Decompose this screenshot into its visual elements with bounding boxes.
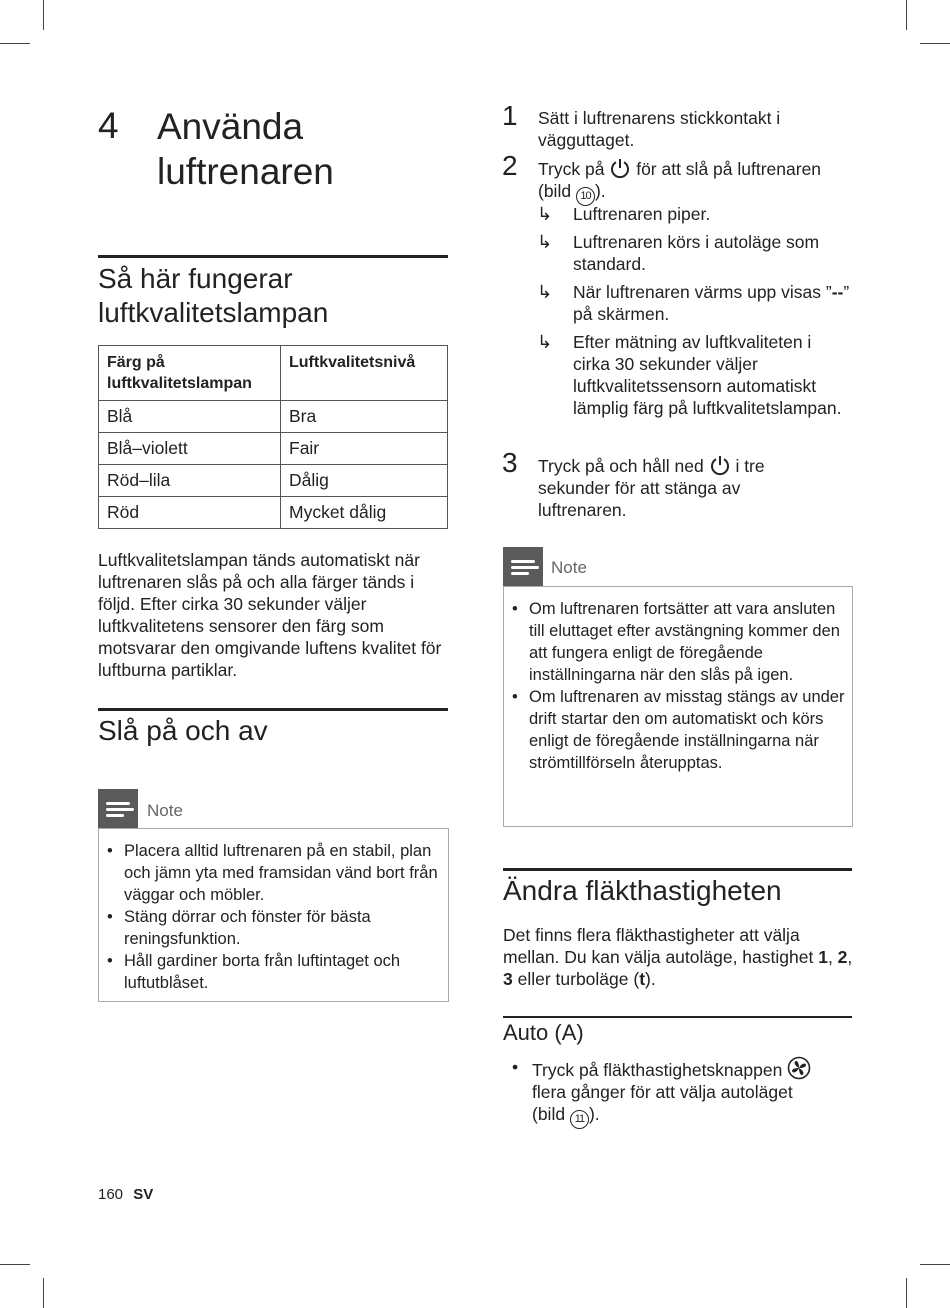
speed-1: 1 xyxy=(818,947,828,967)
list-item-text: Tryck på fläkthastighetsknappen xyxy=(532,1060,783,1080)
crop-mark xyxy=(920,43,950,44)
section-title-line2: luftkvalitetslampan xyxy=(98,297,329,328)
result-text: ” på skärmen. xyxy=(573,282,850,324)
section-title-fan-speed: Ändra fläkthastigheten xyxy=(503,875,782,906)
table-cell: Mycket dålig xyxy=(281,497,448,529)
result-arrow-icon: ↳ xyxy=(537,282,553,302)
result-item xyxy=(537,231,853,275)
chapter-title xyxy=(157,104,334,194)
air-quality-table xyxy=(98,345,448,529)
display-dashes: -- xyxy=(831,282,844,302)
result-text: När luftrenaren värms upp visas ” xyxy=(573,282,832,302)
list-item: • Stäng dörrar och fönster för bästa reningsfunktion. xyxy=(98,906,443,950)
step-text-part: i tre sekunder för att stänga av luftrenaren. xyxy=(538,456,765,520)
list-item-text: ). xyxy=(588,1104,600,1124)
crop-mark xyxy=(906,1278,907,1308)
section-rule xyxy=(503,868,852,871)
speed-turbo: t xyxy=(639,969,646,989)
table-cell: Blå xyxy=(99,401,281,433)
auto-list xyxy=(503,1056,853,1129)
note-list xyxy=(98,840,443,994)
list-item-text: flera gånger för att välja autoläget xyxy=(532,1082,793,1102)
crop-mark xyxy=(43,1278,44,1308)
chapter-title-line1: Använda xyxy=(157,106,304,147)
fan-speed-paragraph xyxy=(503,924,853,990)
table-row xyxy=(99,497,448,529)
section-title-on-off: Slå på och av xyxy=(98,715,268,746)
page-footer xyxy=(98,1186,153,1203)
crop-mark xyxy=(906,0,907,30)
table-header-row xyxy=(99,346,448,401)
result-item xyxy=(537,203,853,225)
table-cell: Bra xyxy=(281,401,448,433)
fan-speed-icon xyxy=(787,1056,811,1080)
table-row xyxy=(99,465,448,497)
list-item: • Placera alltid luftrenaren på en stabil, plan och jämn yta med framsidan vänd bort från väggar och möbler. xyxy=(98,840,443,906)
result-arrow-icon: ↳ xyxy=(537,332,553,352)
air-quality-paragraph: Luftkvalitetslampan tänds automatiskt när luftrenaren slås på och alla färger tänds i följd. Efter cirka 30 sekunder väljer luftkvalitetens sensorer den färg som motsvarar den omgivande luftens kvalitet för luftburna partiklar. xyxy=(98,550,442,680)
step-number: 2 xyxy=(502,150,518,181)
table-header-level: Luftkvalitetsnivå xyxy=(281,346,448,401)
step-text-part: (bild xyxy=(538,181,572,201)
step-text-part: ). xyxy=(594,181,606,201)
table-header-color: Färg på luftkvalitetslampan xyxy=(99,346,281,401)
list-item: • Håll gardiner borta från luftintaget och luftutblåset. xyxy=(98,950,443,994)
subsection-title-auto: Auto (A) xyxy=(503,1020,584,1045)
result-arrow-icon: ↳ xyxy=(537,232,553,252)
crop-mark xyxy=(0,43,30,44)
note-label: Note xyxy=(551,558,587,577)
paragraph-part: ). xyxy=(645,969,656,989)
section-rule xyxy=(98,255,448,258)
step-text-part: för att slå på luftrenaren xyxy=(636,159,822,179)
table-row xyxy=(99,401,448,433)
language-code: SV xyxy=(133,1186,154,1203)
step-text xyxy=(538,454,798,521)
list-item-text: (bild xyxy=(532,1104,566,1124)
result-text: Luftrenaren körs i autoläge som standard. xyxy=(573,232,820,274)
list-item: • Om luftrenaren av misstag stängs av under drift startar den om automatiskt och körs enligt de föregående inställningarna när strömtillförseln återupptas. xyxy=(503,686,848,774)
result-text: Luftrenaren piper. xyxy=(573,204,711,224)
step-text-part: Tryck på och håll ned xyxy=(538,456,704,476)
paragraph-part: Det finns flera fläkthastigheter att välja mellan. Du kan välja autoläge, hastighet xyxy=(503,925,819,967)
crop-mark xyxy=(0,1264,30,1265)
chapter-title-line2: luftrenaren xyxy=(157,151,334,192)
list-item xyxy=(503,1056,853,1129)
table-cell: Dålig xyxy=(281,465,448,497)
speed-2: 2 xyxy=(837,947,848,967)
note-icon xyxy=(98,789,138,829)
page-number: 160 xyxy=(98,1186,124,1203)
figure-ref-badge: 11 xyxy=(570,1110,589,1129)
step-text xyxy=(538,157,858,206)
figure-ref-badge: 10 xyxy=(576,187,595,206)
table-cell: Röd–lila xyxy=(99,465,281,497)
result-text: Efter mätning av luftkvaliteten i cirka 30 sekunder väljer luftkvalitetssensorn automatiskt lämplig färg på luftkvalitetslampan. xyxy=(573,332,842,418)
step-text: Sätt i luftrenarens stickkontakt i vägguttaget. xyxy=(538,108,781,150)
paragraph-part: , xyxy=(827,947,838,967)
chapter-number: 4 xyxy=(98,105,119,146)
paragraph-part: , xyxy=(847,947,853,967)
table-cell: Blå–violett xyxy=(99,433,281,465)
result-item xyxy=(537,331,843,419)
section-title-air-quality-light xyxy=(98,262,328,330)
paragraph-part: eller turboläge ( xyxy=(512,969,640,989)
note-list xyxy=(503,598,848,774)
table-cell: Fair xyxy=(281,433,448,465)
crop-mark xyxy=(43,0,44,30)
note-label: Note xyxy=(147,801,183,820)
step-number: 1 xyxy=(502,100,518,131)
crop-mark xyxy=(920,1264,950,1265)
subsection-rule xyxy=(503,1016,852,1018)
section-rule xyxy=(98,708,448,711)
table-cell: Röd xyxy=(99,497,281,529)
power-icon xyxy=(609,157,631,179)
step-text-part: Tryck på xyxy=(538,159,605,179)
section-title-line1: Så här fungerar xyxy=(98,263,293,294)
list-item: • Om luftrenaren fortsätter att vara ansluten till eluttaget efter avstängning kommer den att fungera enligt de föregående inställningarna när den slås på igen. xyxy=(503,598,848,686)
step-number: 3 xyxy=(502,447,518,478)
note-icon xyxy=(503,547,543,587)
speed-3: 3 xyxy=(503,969,513,989)
result-arrow-icon: ↳ xyxy=(537,204,553,224)
result-item xyxy=(537,281,853,325)
power-icon xyxy=(709,454,731,476)
table-row xyxy=(99,433,448,465)
